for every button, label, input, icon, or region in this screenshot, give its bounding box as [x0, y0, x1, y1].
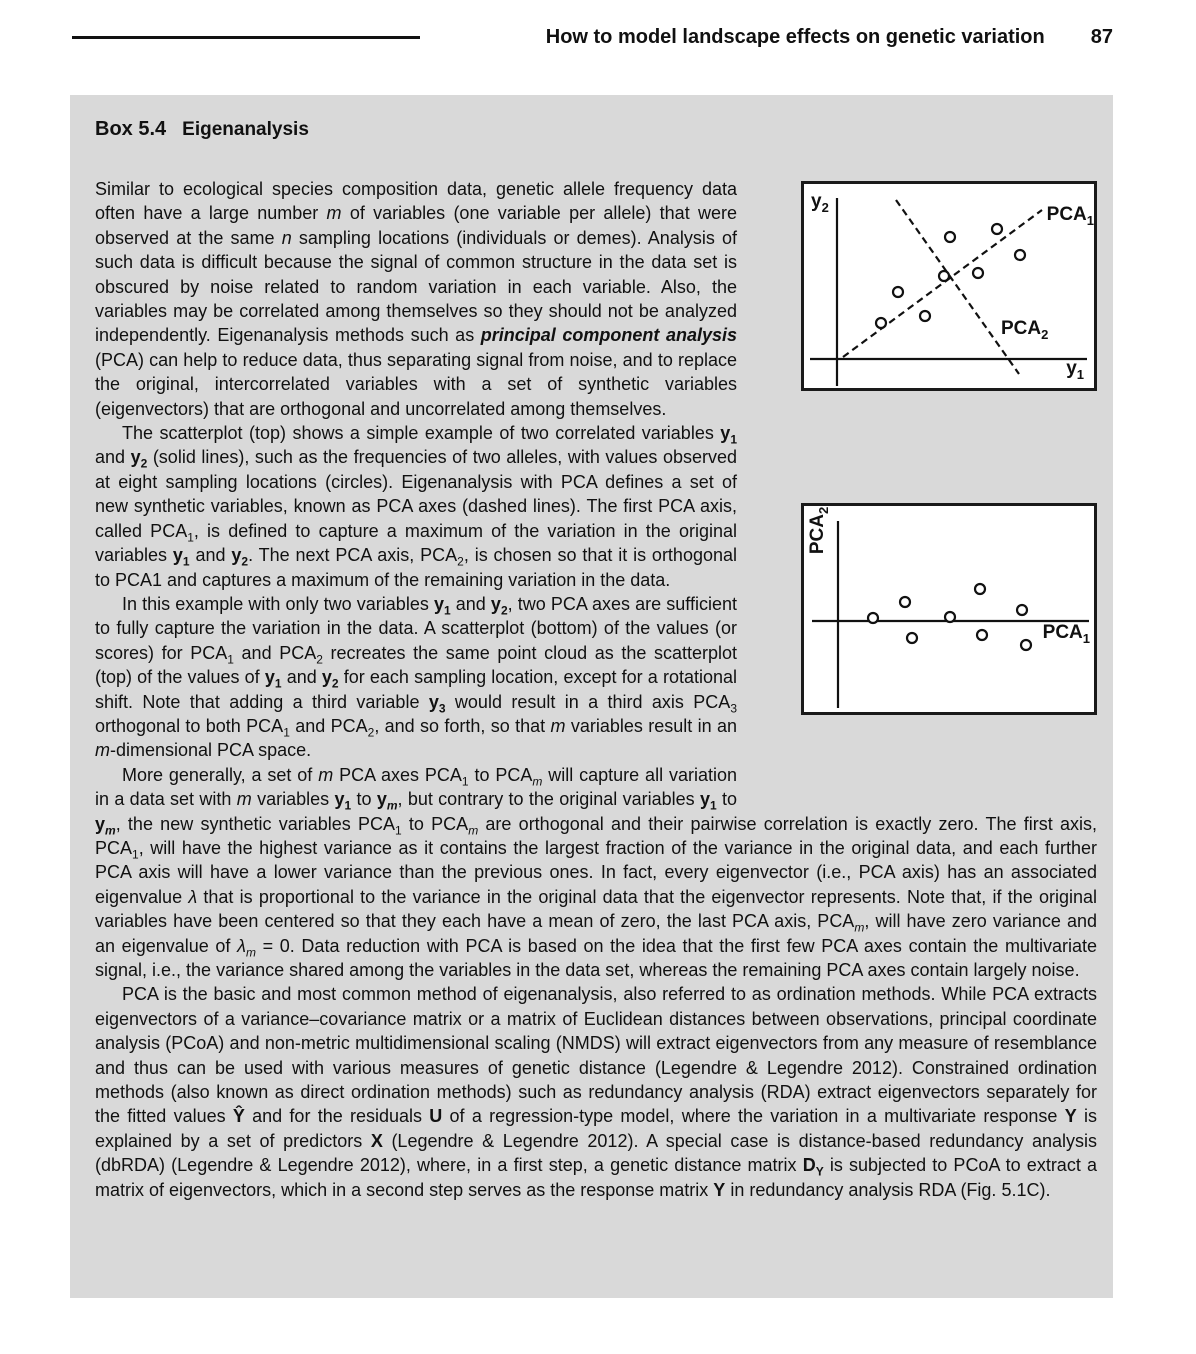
box-heading — [95, 118, 1097, 141]
paragraph-more-generally: More generally, a set of m PCA axes $PCA_1$ to $PCA_m$ will capture all variation in a data set with m variables $y_1$ to $y_m$, but contrary to the original variables $y_1$ to $y_m$, the new synthetic variables $PCA_1$ to $PCA_m$ are orthogonal and their pairwise correlation is exactly zero. The first axis, $PCA_1$, will have the highest variance as it contains the largest fraction of the variance in the original data, and each further PCA axis will have a lower variance than the previous ones. In fact, every eigenvector (i.e., PCA axis) has an associated eigenvalue λ that is proportional to the variance in the original data that the eigenvector represents. Note that, if the original variables have been centered so that they each have a mean of zero, the last PCA axis, $PCA_m$, will have zero variance and an eigenvalue of $\lambda_m = 0$. Data reduction with PCA is based on the idea that the first few PCA axes contain the multivariate signal, i.e., the variance shared among the variables in the data set, whereas the remaining PCA axes contain largely noise. — [95, 764, 1098, 980]
pca1-axis-label: $PCA_1$ — [1046, 204, 1094, 228]
y2-axis-label: $y_2$ — [811, 191, 829, 215]
y1-axis-label: $y_1$ — [1066, 358, 1084, 382]
scatterplot-bottom — [804, 506, 1094, 712]
box-content — [95, 177, 1097, 1202]
page-header — [72, 26, 1113, 49]
paragraph-two-variables: In this example with only two variables $y_1$ and $y_2$, two PCA axes are sufficient to fully capture the variation in the data. A scatterplot (bottom) of the values (or scores) for $PCA_1$ and $PCA_2$ recreates the same point cloud as the scatterplot (top) of the values of $y_1$ and $y_2$ for each sampling location, except for a rotational shift. Note that adding a third variable $y_3$ would result in a third axis $PCA_3$ orthogonal to both $PCA_1$ and $PCA_2$, and so forth, so that m variables result in an m-dimensional PCA space. — [95, 593, 738, 761]
page-number: 87 — [1090, 26, 1113, 48]
figure-scatterplot-pca-scores — [801, 503, 1097, 715]
paragraph-scatterplot-top: The scatterplot (top) shows a simple example of two correlated variables $y_1$ and $y_2$ (solid lines), such as the frequencies of two alleles, with values observed at eight sampling locations (circles). Eigenanalysis with PCA defines a set of new synthetic variables, known as PCA axes (dashed lines). The first PCA axis, called $PCA_1$, is defined to capture a maximum of the variation in the original variables $y_1$ and $y_2$. The next PCA axis, $PCA_2$, is chosen so that it is orthogonal to PCA1 and captures a maximum of the remaining variation in the data. — [95, 423, 738, 590]
figures-column — [801, 181, 1097, 715]
header-rule — [72, 36, 420, 39]
box-title: Eigenanalysis — [182, 119, 309, 140]
running-head-title: How to model landscape effects on genetic variation — [545, 26, 1045, 48]
pca2-vertical-axis-label: $PCA_2$ — [807, 506, 831, 555]
pca2-axis-label: $PCA_2$ — [1001, 318, 1049, 342]
paragraph-pca-methods: PCA is the basic and most common method of eigenanalysis, also referred to as ordination methods. While PCA extracts eigenvectors of a variance–covariance matrix or a matrix of Euclidean distances between observations, principal coordinate analysis (PCoA) and non-metric multidimensional scaling (NMDS) will extract eigenvectors from any measure of resemblance and thus can be used with various measures of genetic distance (Legendre & Legendre 2012). Constrained ordination methods (also known as direct ordination methods) such as redundancy analysis (RDA) extract eigenvectors separately for the fitted values Ŷ and for the residuals U of a regression-type model, where the variation in a multivariate response Y is explained by a set of predictors X (Legendre & Legendre 2012). A special case is distance-based redundancy analysis (dbRDA) (Legendre & Legendre 2012), where, in a first step, a genetic distance matrix $D_Y$ is subjected to PCoA to extract a matrix of eigenvectors, which in a second step serves as the response matrix Y in redundancy analysis RDA (Fig. 5.1C). — [95, 984, 1097, 1200]
pca1-horizontal-axis-label: $PCA_1$ — [1042, 622, 1090, 646]
figure-scatterplot-y1-y2 — [801, 181, 1097, 391]
box-5-4-panel — [70, 95, 1113, 1298]
box-label: Box 5.4 — [95, 118, 167, 140]
paragraph-intro: Similar to ecological species composition data, genetic allele frequency data often have a large number m of variables (one variable per allele) that were observed at the same n sampling locations (individuals or demes). Analysis of such data is difficult because the signal of common structure in the data set is obscured by noise related to random variation in each variable. Also, the variables may be correlated among themselves so they should not be analyzed independently. Eigenanalysis methods such as principal component analysis (PCA) can help to reduce data, thus separating signal from noise, and to replace the original, intercorrelated variables with a set of synthetic variables (eigenvectors) that are orthogonal and uncorrelated among themselves. — [95, 179, 737, 419]
